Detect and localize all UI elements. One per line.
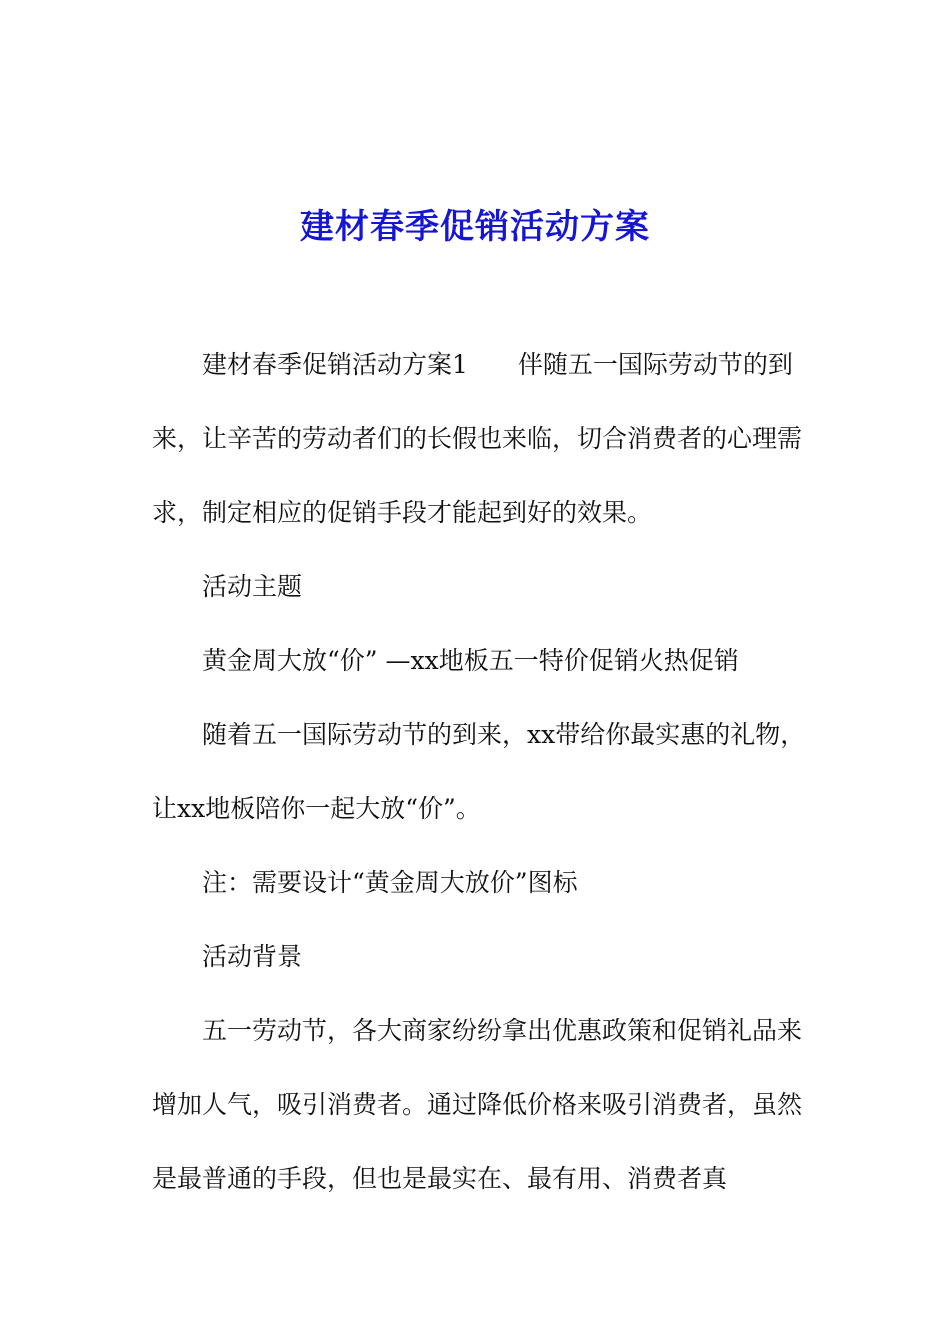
- paragraph-background: 五一劳动节，各大商家纷纷拿出优惠政策和促销礼品来增加人气，吸引消费者。通过降低价格来吸引消费者，虽然是最普通的手段，但也是最实在、最有用、消费者真: [152, 1016, 803, 1193]
- paragraph-intro: 建材春季促销活动方案1 伴随五一国际劳动节的到来，让辛苦的劳动者们的长假也来临，切合消费者的心理需求，制定相应的促销手段才能起到好的效果。: [152, 350, 803, 527]
- paragraph-theme-description: 随着五一国际劳动节的到来，xx带给你最实惠的礼物，让xx地板陪你一起大放“价”。: [152, 720, 806, 823]
- heading-activity-background: 活动背景: [202, 942, 303, 971]
- paragraph-note: 注：需要设计“黄金周大放价”图标: [202, 868, 578, 897]
- document-title: 建材春季促销活动方案: [300, 206, 650, 247]
- document-body: [152, 328, 812, 1216]
- paragraph-theme-slogan: 黄金周大放“价” —xx地板五一特价促销火热促销: [202, 646, 739, 675]
- heading-activity-theme: 活动主题: [202, 572, 303, 601]
